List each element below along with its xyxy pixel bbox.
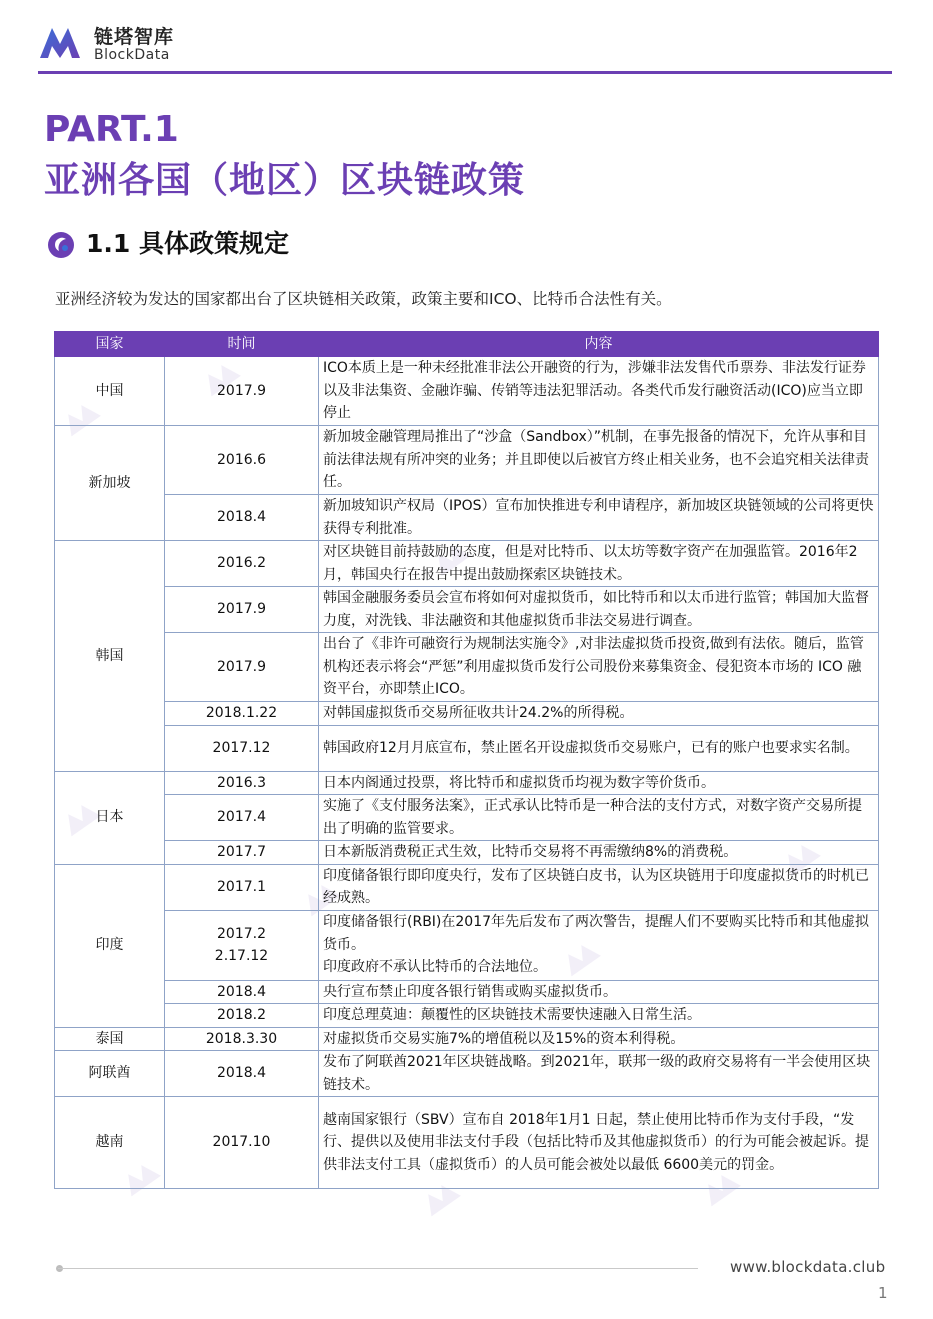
date-cell: 2017.9 <box>165 633 319 702</box>
date-cell: 2018.1.22 <box>165 702 319 726</box>
content-cell: 对区块链目前持鼓励的态度，但是对比特币、以太坊等数字资产在加强监管。2016年2月，韩国央行在报告中提出鼓励探索区块链技术。 <box>319 541 879 587</box>
section-title: 1.1 具体政策规定 <box>86 229 289 258</box>
content-cell: 印度总理莫迪：颠覆性的区块链技术需要快速融入日常生活。 <box>319 1004 879 1028</box>
table-row <box>55 495 879 541</box>
part-title: 亚洲各国（地区）区块链政策 <box>44 160 526 201</box>
date-cell: 2017.2 2.17.12 <box>165 910 319 980</box>
header-content: 内容 <box>319 332 879 357</box>
table-row <box>55 1004 879 1028</box>
page-header <box>38 22 894 76</box>
content-cell: 韩国政府12月月底宣布，禁止匿名开设虚拟货币交易账户，已有的账户也要求实名制。 <box>319 725 879 771</box>
country-cell: 中国 <box>55 357 165 426</box>
content-cell: 新加坡金融管理局推出了“沙盒（Sandbox）”机制，在事先报备的情况下，允许从事和目前法律法规有所冲突的业务；并且即使以后被官方终止相关业务，也不会追究相关法律责任。 <box>319 426 879 495</box>
table-row <box>55 633 879 702</box>
date-cell: 2017.7 <box>165 841 319 865</box>
date-cell: 2018.4 <box>165 980 319 1004</box>
intro-paragraph: 亚洲经济较为发达的国家都出台了区块链相关政策，政策主要和ICO、比特币合法性有关。 <box>55 290 672 308</box>
table-row <box>55 841 879 865</box>
content-cell: 对韩国虚拟货币交易所征收共计24.2%的所得税。 <box>319 702 879 726</box>
part-label: PART.1 <box>44 109 179 150</box>
policy-table-body <box>55 357 879 1189</box>
country-cell: 韩国 <box>55 541 165 772</box>
table-row <box>55 980 879 1004</box>
table-row <box>55 426 879 495</box>
date-cell: 2017.9 <box>165 587 319 633</box>
country-cell: 新加坡 <box>55 426 165 541</box>
date-cell: 2018.2 <box>165 1004 319 1028</box>
date-cell: 2017.10 <box>165 1097 319 1189</box>
content-cell: 实施了《支付服务法案》，正式承认比特币是一种合法的支付方式，对数字资产交易所提出了明确的监管要求。 <box>319 795 879 841</box>
header-country: 国家 <box>55 332 165 357</box>
table-row <box>55 864 879 910</box>
footer-divider <box>58 1268 698 1269</box>
content-cell: 新加坡知识产权局（IPOS）宣布加快推进专利申请程序，新加坡区块链领域的公司将更快获得专利批准。 <box>319 495 879 541</box>
table-row <box>55 795 879 841</box>
date-cell: 2016.2 <box>165 541 319 587</box>
table-row <box>55 1027 879 1051</box>
blockdata-logo-icon <box>38 24 82 60</box>
content-cell: 越南国家银行（SBV）宣布自 2018年1月1 日起，禁止使用比特币作为支付手段，“发行、提供以及使用非法支付手段（包括比特币及其他虚拟货币）的行为可能会被起诉。提供非法支付工具（虚拟货币）的人员可能会被处以最低 6600美元的罚金。 <box>319 1097 879 1189</box>
table-row <box>55 1051 879 1097</box>
table-row <box>55 771 879 795</box>
country-cell: 印度 <box>55 864 165 1027</box>
date-cell: 2016.3 <box>165 771 319 795</box>
table-header-row <box>55 332 879 357</box>
brand-name-cn: 链塔智库 <box>94 26 175 48</box>
header-date: 时间 <box>165 332 319 357</box>
content-cell: 印度储备银行即印度央行，发布了区块链白皮书，认为区块链用于印度虚拟货币的时机已经成熟。 <box>319 864 879 910</box>
date-cell: 2018.3.30 <box>165 1027 319 1051</box>
content-cell: 出台了《非许可融资行为规制法实施令》,对非法虚拟货币投资,做到有法依。随后，监管机构还表示将会“严惩”利用虚拟货币发行公司股份来募集资金、侵犯资本市场的 ICO 融资平台，亦即禁止ICO。 <box>319 633 879 702</box>
footer-url: www.blockdata.club <box>730 1258 886 1276</box>
table-row <box>55 357 879 426</box>
header-divider <box>38 71 892 74</box>
date-cell: 2017.12 <box>165 725 319 771</box>
content-cell: 日本内阁通过投票，将比特币和虚拟货币均视为数字等价货币。 <box>319 771 879 795</box>
content-cell: 发布了阿联酋2021年区块链战略。到2021年，联邦一级的政府交易将有一半会使用区块链技术。 <box>319 1051 879 1097</box>
section-bullet-icon <box>46 230 76 260</box>
table-row <box>55 541 879 587</box>
date-cell: 2017.9 <box>165 357 319 426</box>
date-cell: 2018.4 <box>165 1051 319 1097</box>
country-cell: 越南 <box>55 1097 165 1189</box>
table-row <box>55 1097 879 1189</box>
date-cell: 2017.4 <box>165 795 319 841</box>
brand-name-en: BlockData <box>94 47 170 63</box>
table-row <box>55 910 879 980</box>
table-row <box>55 587 879 633</box>
table-row <box>55 725 879 771</box>
date-cell: 2016.6 <box>165 426 319 495</box>
content-cell: 央行宣布禁止印度各银行销售或购买虚拟货币。 <box>319 980 879 1004</box>
page-number: 1 <box>878 1284 888 1302</box>
date-cell: 2018.4 <box>165 495 319 541</box>
content-cell: ICO本质上是一种未经批准非法公开融资的行为，涉嫌非法发售代币票券、非法发行证券以及非法集资、金融诈骗、传销等违法犯罪活动。各类代币发行融资活动(ICO)应当立即停止 <box>319 357 879 426</box>
content-cell: 印度储备银行(RBI)在2017年先后发布了两次警告，提醒人们不要购买比特币和其他虚拟货币。 印度政府不承认比特币的合法地位。 <box>319 910 879 980</box>
date-cell: 2017.1 <box>165 864 319 910</box>
country-cell: 阿联酋 <box>55 1051 165 1097</box>
content-cell: 日本新版消费税正式生效，比特币交易将不再需缴纳8%的消费税。 <box>319 841 879 865</box>
content-cell: 对虚拟货币交易实施7%的增值税以及15%的资本利得税。 <box>319 1027 879 1051</box>
country-cell: 日本 <box>55 771 165 864</box>
table-row <box>55 702 879 726</box>
content-cell: 韩国金融服务委员会宣布将如何对虚拟货币，如比特币和以太币进行监管；韩国加大监督力度，对洗钱、非法融资和其他虚拟货币非法交易进行调查。 <box>319 587 879 633</box>
country-cell: 泰国 <box>55 1027 165 1051</box>
policy-table <box>54 331 879 1189</box>
